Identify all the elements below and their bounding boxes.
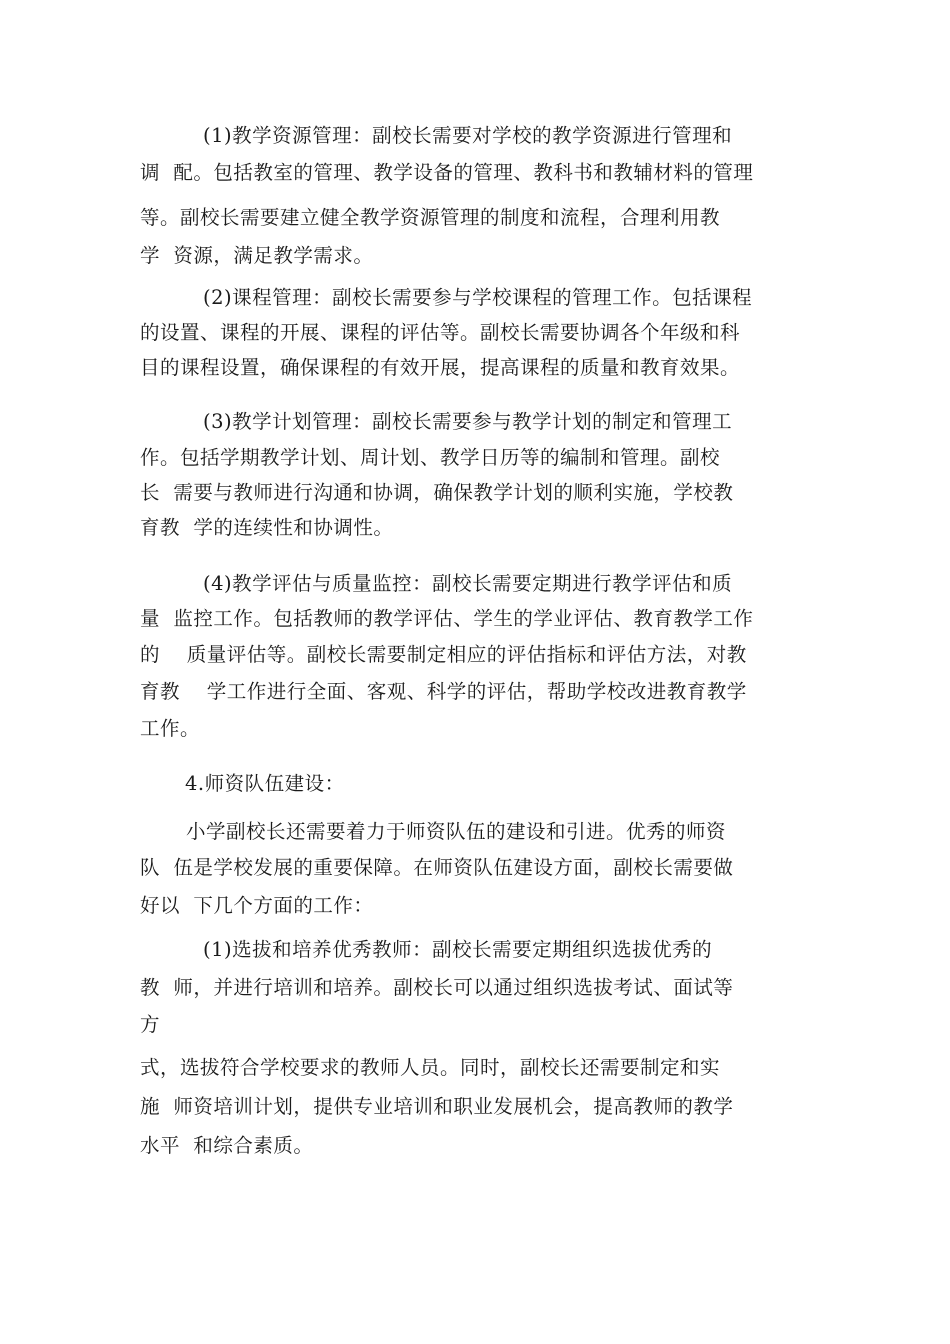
text-line: 调 配。包括教室的管理、教学设备的管理、教科书和教辅材料的管理 <box>140 161 754 184</box>
text-line: 的 质量评估等。副校长需要制定相应的评估指标和评估方法，对教 <box>140 643 747 666</box>
text-line: (1)选拔和培养优秀教师：副校长需要定期组织选拔优秀的 <box>203 938 713 961</box>
text-line: (3)教学计划管理：副校长需要参与教学计划的制定和管理工 <box>203 410 733 433</box>
text-line: 量 监控工作。包括教师的教学评估、学生的学业评估、教育教学工作 <box>140 607 754 630</box>
text-line: (1)教学资源管理：副校长需要对学校的教学资源进行管理和 <box>203 124 733 147</box>
text-line: 队 伍是学校发展的重要保障。在师资队伍建设方面，副校长需要做 <box>140 856 734 879</box>
text-line: 育教 学工作进行全面、客观、科学的评估，帮助学校改进教育教学 <box>140 680 747 703</box>
text-line: 工作。 <box>140 717 201 740</box>
text-line: 施 师资培训计划，提供专业培训和职业发展机会，提高教师的教学 <box>140 1095 734 1118</box>
text-line: 方 <box>140 1013 161 1036</box>
text-line: 等。副校长需要建立健全教学资源管理的制度和流程，合理利用教 <box>140 206 721 229</box>
text-line: (4)教学评估与质量监控：副校长需要定期进行教学评估和质 <box>203 572 733 595</box>
section-heading-text: 4.师资队伍建设： <box>185 772 345 795</box>
text-line: 小学副校长还需要着力于师资队伍的建设和引进。优秀的师资 <box>186 820 727 843</box>
text-line: 长 需要与教师进行沟通和协调，确保教学计划的顺利实施，学校教 <box>140 481 734 504</box>
text-line: 水平 和综合素质。 <box>140 1134 314 1157</box>
text-line: 式，选拔符合学校要求的教师人员。同时，副校长还需要制定和实 <box>140 1056 721 1079</box>
text-line: 作。包括学期教学计划、周计划、教学日历等的编制和管理。副校 <box>140 446 721 469</box>
text-line: 育教 学的连续性和协调性。 <box>140 516 394 539</box>
text-line: 的设置、课程的开展、课程的评估等。副校长需要协调各个年级和科 <box>140 321 741 344</box>
text-line: 教 师，并进行培训和培养。副校长可以通过组织选拔考试、面试等 <box>140 976 734 999</box>
text-line: 目的课程设置，确保课程的有效开展，提高课程的质量和教育效果。 <box>140 356 741 379</box>
text-line: 好以 下几个方面的工作： <box>140 894 374 917</box>
text-line: (2)课程管理：副校长需要参与学校课程的管理工作。包括课程 <box>203 286 753 309</box>
text-line: 学 资源，满足教学需求。 <box>140 244 374 267</box>
